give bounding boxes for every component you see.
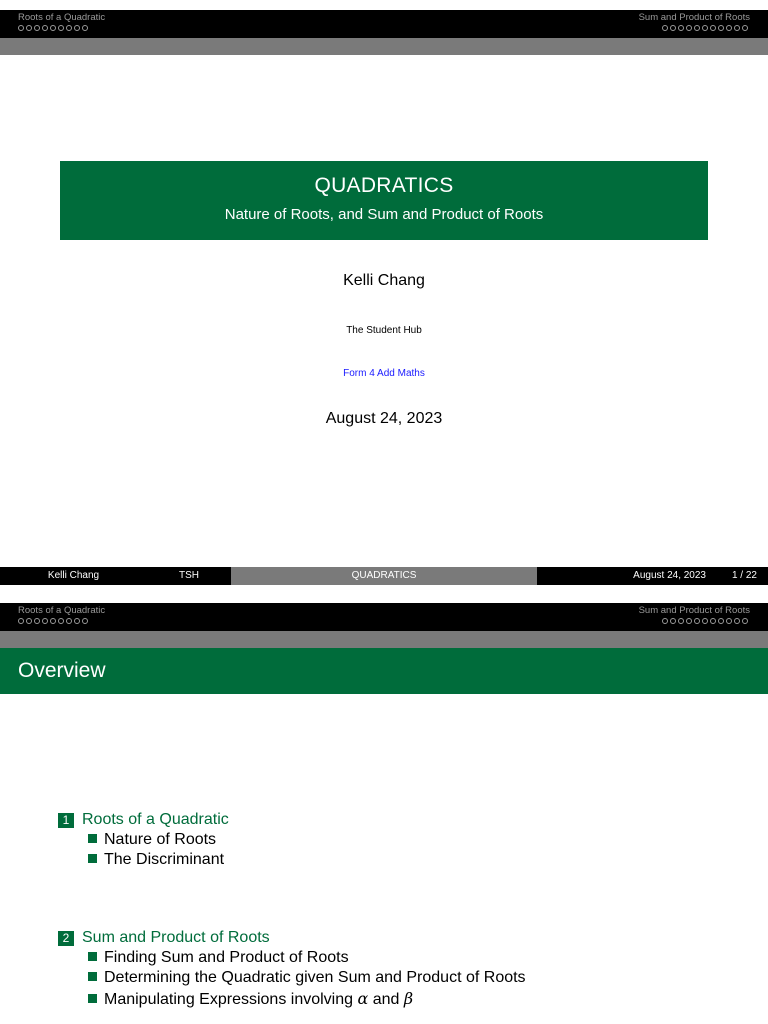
title-block	[60, 161, 708, 240]
slide-footer	[0, 567, 768, 585]
nav-frame-dots[interactable]	[18, 618, 105, 624]
toc-subsection-label: Nature of Roots	[104, 831, 217, 848]
title-slide	[0, 10, 768, 585]
square-bullet-icon	[88, 854, 97, 863]
toc-subsection-finding-sum-product[interactable]	[88, 949, 349, 967]
square-bullet-icon	[88, 834, 97, 843]
footer-date-page	[537, 567, 768, 585]
presentation-subtitle: Nature of Roots, and Sum and Product of Roots	[224, 206, 544, 223]
nav-section-sum-product[interactable]	[639, 12, 750, 31]
toc-subsection-determining-quadratic[interactable]	[88, 969, 526, 987]
toc-section-1[interactable]	[58, 811, 229, 829]
toc-section-label: Roots of a Quadratic	[82, 811, 229, 828]
nav-section-label: Roots of a Quadratic	[18, 605, 106, 616]
toc-subsection-discriminant[interactable]	[88, 851, 224, 869]
alpha-symbol: α	[357, 989, 369, 1008]
course-link[interactable]: Form 4 Add Maths	[343, 368, 425, 379]
nav-frame-dots[interactable]	[639, 25, 750, 31]
nav-section-label: Sum and Product of Roots	[638, 605, 750, 616]
toc-subsection-label: The Discriminant	[104, 851, 225, 868]
toc-section-number: 2	[58, 931, 74, 946]
toc-subsection-label: Finding Sum and Product of Roots	[104, 949, 349, 966]
toc-subsection-label: Determining the Quadratic given Sum and Product of Roots	[104, 969, 526, 986]
beta-symbol: β	[403, 989, 414, 1008]
overview-slide	[0, 603, 768, 1024]
navigation-header	[0, 603, 768, 631]
footer-institute: TSH	[147, 567, 231, 585]
presentation-title: QUADRATICS	[314, 174, 454, 197]
square-bullet-icon	[88, 972, 97, 981]
navigation-subheader	[0, 631, 768, 648]
footer-author: Kelli Chang	[0, 567, 147, 585]
nav-frame-dots[interactable]	[639, 618, 750, 624]
presentation-date: August 24, 2023	[325, 410, 443, 427]
institute-name: The Student Hub	[346, 325, 422, 336]
nav-section-sum-product[interactable]	[639, 605, 750, 624]
toc-subsection-label: Manipulating Expressions involving	[104, 991, 354, 1008]
footer-title: QUADRATICS	[231, 567, 537, 585]
square-bullet-icon	[88, 994, 97, 1003]
toc-subsection-nature-of-roots[interactable]	[88, 831, 216, 849]
square-bullet-icon	[88, 952, 97, 961]
conjunction-and: and	[372, 991, 400, 1008]
nav-section-label: Sum and Product of Roots	[638, 12, 750, 23]
toc-section-label: Sum and Product of Roots	[82, 929, 270, 946]
footer-page-number: 1 / 22	[731, 570, 757, 581]
nav-section-roots[interactable]	[18, 605, 105, 624]
footer-date: August 24, 2023	[633, 570, 706, 581]
nav-section-label: Roots of a Quadratic	[18, 12, 106, 23]
nav-section-roots[interactable]	[18, 12, 105, 31]
navigation-subheader	[0, 38, 768, 55]
toc-subsection-manipulating-expressions[interactable]	[88, 989, 413, 1009]
frame-title: Overview	[0, 648, 768, 694]
navigation-header	[0, 10, 768, 38]
toc-section-number: 1	[58, 813, 74, 828]
author-name: Kelli Chang	[343, 272, 425, 289]
toc-section-2[interactable]	[58, 929, 270, 947]
nav-frame-dots[interactable]	[18, 25, 105, 31]
